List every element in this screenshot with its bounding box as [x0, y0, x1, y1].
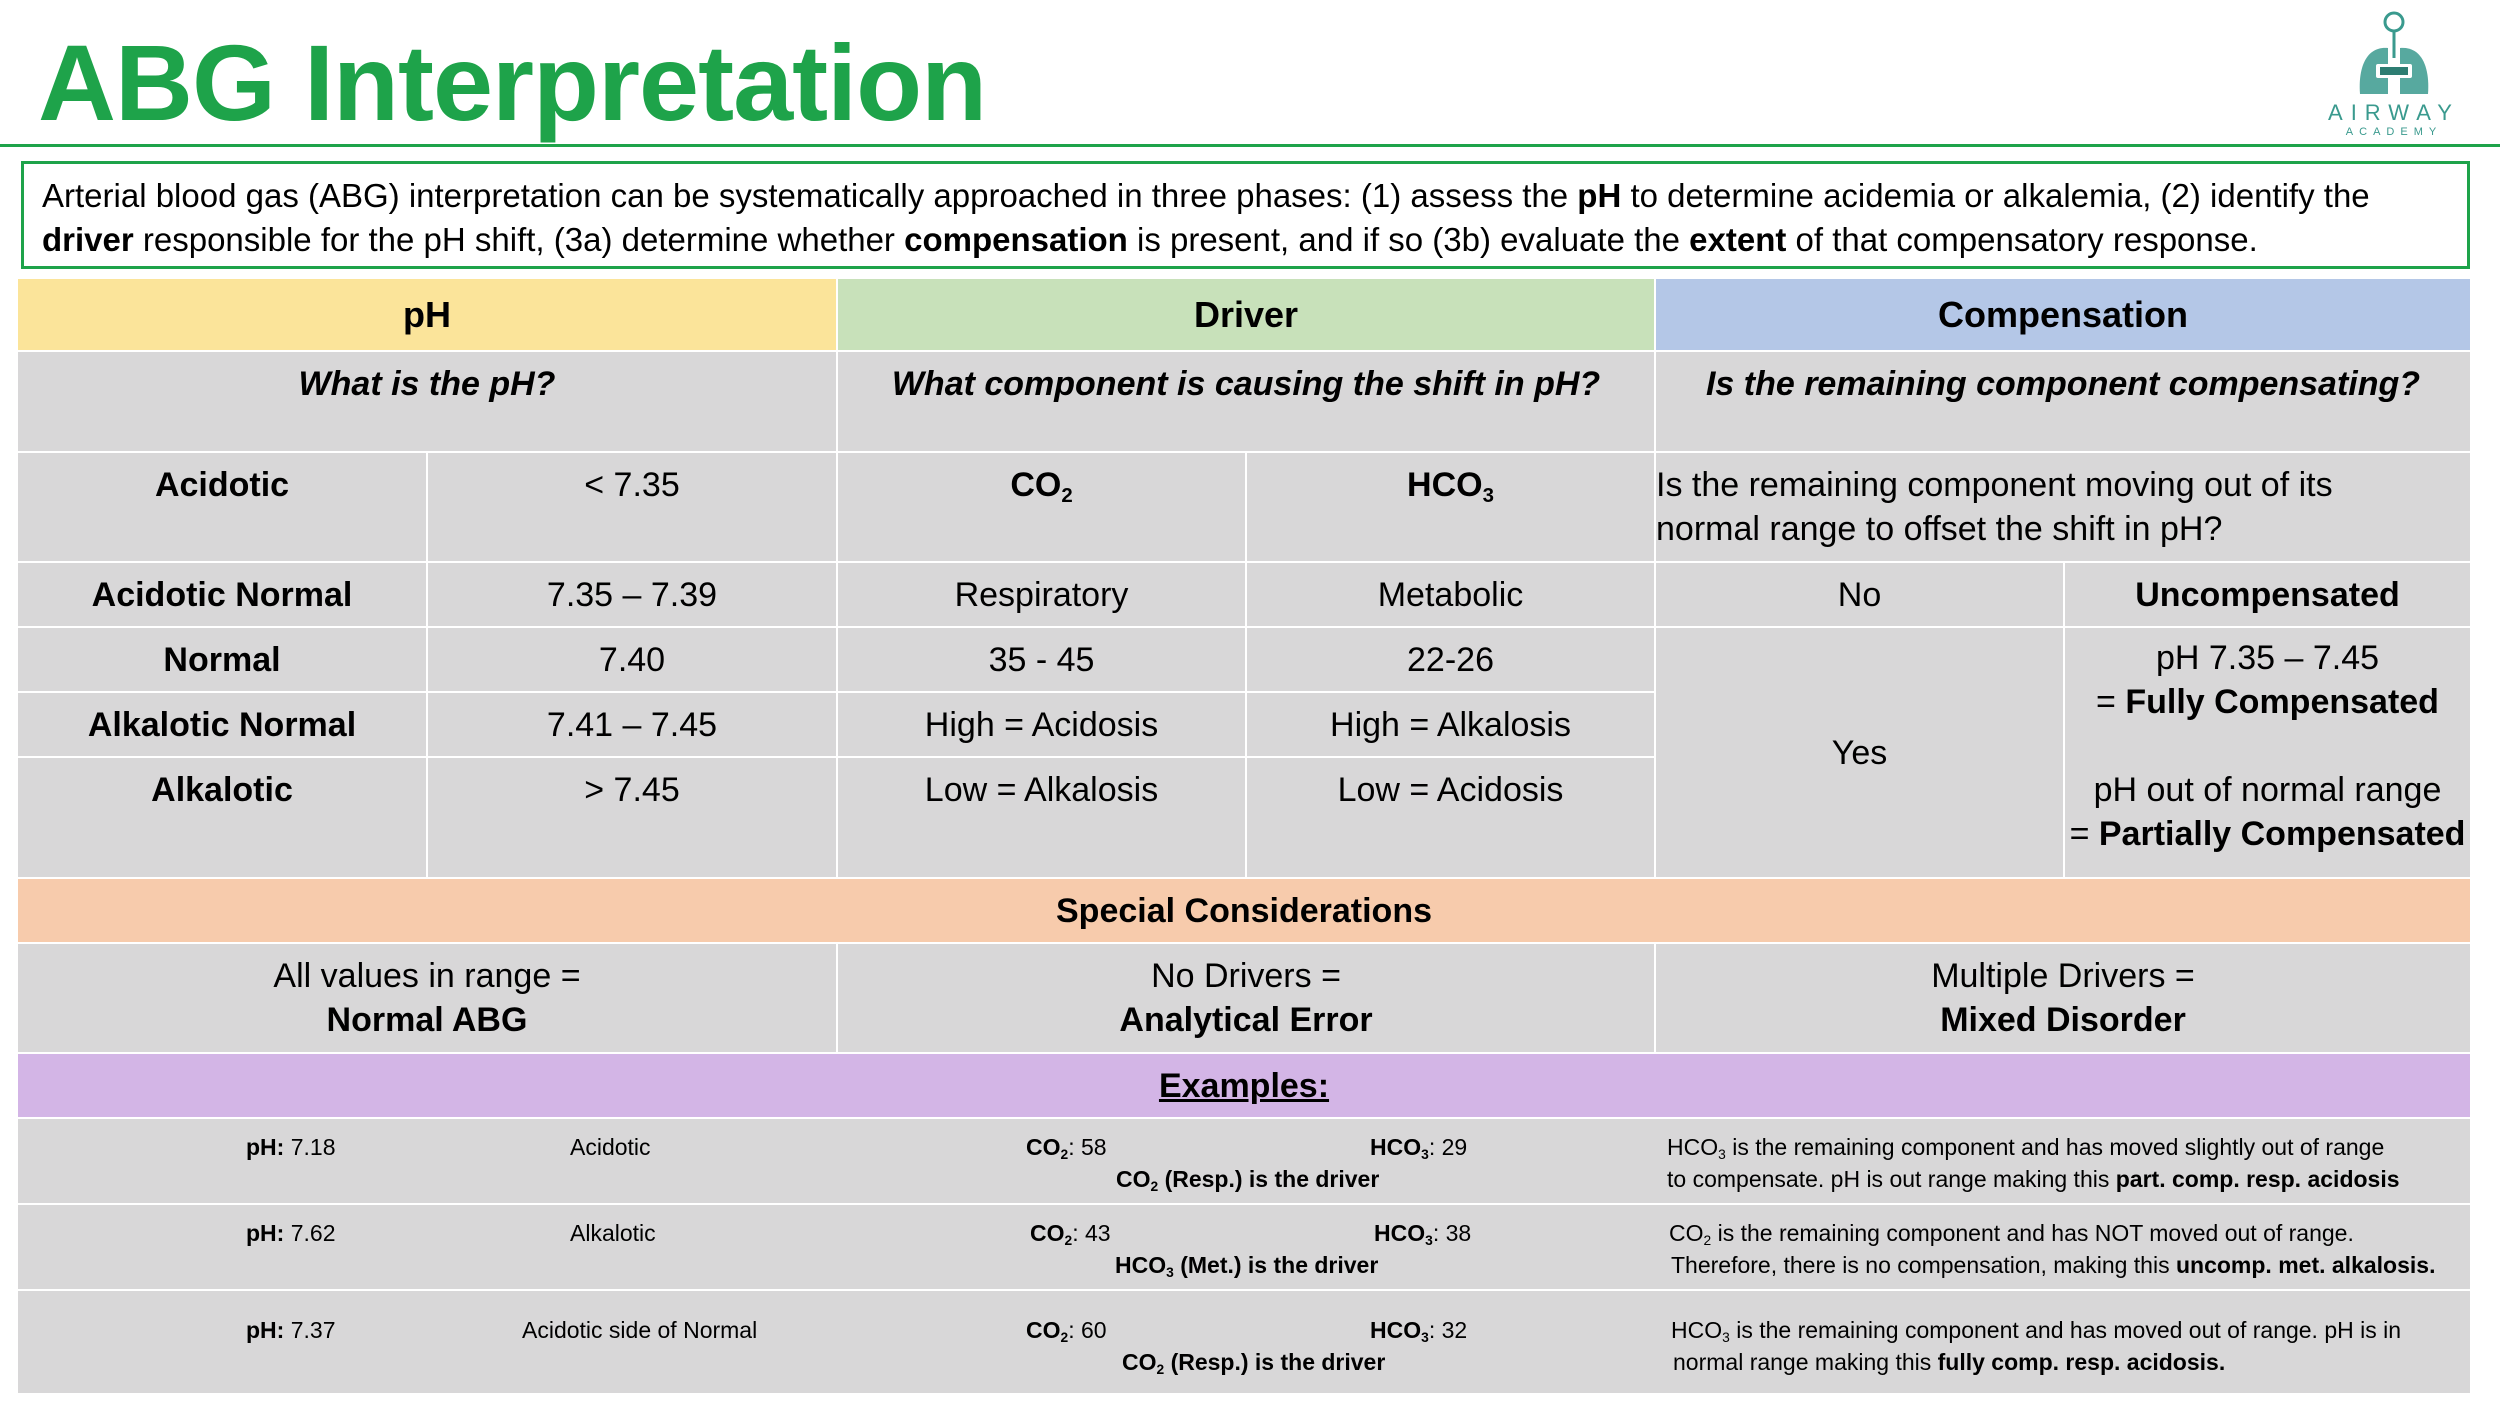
special-considerations-header: Special Considerations: [18, 879, 2470, 942]
page-title: ABG Interpretation: [38, 22, 987, 143]
compensation-extent: pH 7.35 – 7.45 = Fully Compensated pH out of normal range = Partially Compensated: [2065, 628, 2470, 877]
ph-value-acidotic: < 7.35: [428, 453, 836, 561]
header-driver: Driver: [838, 279, 1654, 350]
driver-co2-header: $CO_2$: [838, 453, 1245, 561]
ph-label-alkalotic: Alkalotic: [18, 758, 426, 877]
header-ph: pH: [18, 279, 836, 350]
logo-wordmark: AIRWAY: [2328, 100, 2460, 125]
compensation-question: Is the remaining component moving out of its normal range to offset the shift in pH?: [1656, 453, 2470, 561]
compensation-uncompensated: Uncompensated: [2065, 563, 2470, 626]
example-hco3: $HCO_3$: 29: [1370, 1134, 1468, 1163]
question-driver: What component is causing the shift in pH?: [838, 352, 1654, 451]
lungs-icon: [2296, 8, 2492, 100]
example-driver: $CO_2$ (Resp.) is the driver: [1116, 1166, 1380, 1195]
driver-hco3-header: $HCO_3$: [1247, 453, 1654, 561]
ph-label-alkalotic-normal: Alkalotic Normal: [18, 693, 426, 756]
ph-value-acidotic-normal: 7.35 – 7.39: [428, 563, 836, 626]
ph-value-normal: 7.40: [428, 628, 836, 691]
driver-co2-row: High = Acidosis: [838, 693, 1245, 756]
title-divider: [0, 144, 2500, 147]
driver-co2-row: Respiratory: [838, 563, 1245, 626]
driver-hco3-row: 22-26: [1247, 628, 1654, 691]
ph-label-acidotic-normal: Acidotic Normal: [18, 563, 426, 626]
example-state: Acidotic side of Normal: [522, 1317, 758, 1343]
logo-subtitle: ACADEMY: [2345, 126, 2443, 138]
example-explanation-line2: normal range making this fully comp. resp. acidosis.: [1673, 1349, 2226, 1375]
compensation-yes: Yes: [1656, 628, 2063, 877]
example-co2: $CO_2$: 60: [1026, 1317, 1107, 1346]
example-ph: pH: 7.62: [246, 1220, 336, 1246]
example-ph: pH: 7.37: [246, 1317, 336, 1343]
example-explanation-line1: $HCO_3$ is the remaining component and has moved out of range. pH is in: [1671, 1317, 2402, 1346]
examples-header: Examples:: [18, 1054, 2470, 1117]
header-compensation: Compensation: [1656, 279, 2470, 350]
compensation-no: No: [1656, 563, 2063, 626]
example-driver: $CO_2$ (Resp.) is the driver: [1122, 1349, 1386, 1378]
example-explanation-line1: $HCO_3$ is the remaining component and has moved slightly out of range: [1667, 1134, 2385, 1163]
driver-co2-row: 35 - 45: [838, 628, 1245, 691]
example-hco3: $HCO_3$: 38: [1374, 1220, 1472, 1249]
ph-value-alkalotic: > 7.45: [428, 758, 836, 877]
example-state: Acidotic: [570, 1134, 651, 1160]
example-explanation-line2: to compensate. pH is out range making this part. comp. resp. acidosis: [1667, 1166, 2400, 1192]
example-explanation-line1: $CO_2$ is the remaining component and has NOT moved out of range.: [1669, 1220, 2354, 1249]
driver-co2-row: Low = Alkalosis: [838, 758, 1245, 877]
airway-academy-logo: [2296, 8, 2492, 140]
special-normal-abg: All values in range = Normal ABG: [18, 944, 836, 1052]
example-state: Alkalotic: [570, 1220, 656, 1246]
question-ph: What is the pH?: [18, 352, 836, 451]
example-co2: $CO_2$: 58: [1026, 1134, 1107, 1163]
driver-hco3-row: High = Alkalosis: [1247, 693, 1654, 756]
example-explanation-line2: Therefore, there is no compensation, making this uncomp. met. alkalosis.: [1671, 1252, 2436, 1278]
example-driver: $HCO_3$ (Met.) is the driver: [1115, 1252, 1379, 1281]
question-compensation: Is the remaining component compensating?: [1656, 352, 2470, 451]
ph-value-alkalotic-normal: 7.41 – 7.45: [428, 693, 836, 756]
intro-box: Arterial blood gas (ABG) interpretation can be systematically approached in three phases: (1) assess the pH to determine acidemia or alkalemia, (2) identify the driver responsible for the pH shift, (3a) determine whether compensation is present, and if so (3b) evaluate the extent of that compensatory response.: [21, 161, 2470, 269]
example-co2: $CO_2$: 43: [1030, 1220, 1111, 1249]
special-analytical-error: No Drivers = Analytical Error: [838, 944, 1654, 1052]
example-ph: pH: 7.18: [246, 1134, 336, 1160]
special-mixed-disorder: Multiple Drivers = Mixed Disorder: [1656, 944, 2470, 1052]
example-hco3: $HCO_3$: 32: [1370, 1317, 1468, 1346]
ph-label-normal: Normal: [18, 628, 426, 691]
ph-label-acidotic: Acidotic: [18, 453, 426, 561]
driver-hco3-row: Metabolic: [1247, 563, 1654, 626]
driver-hco3-row: Low = Acidosis: [1247, 758, 1654, 877]
